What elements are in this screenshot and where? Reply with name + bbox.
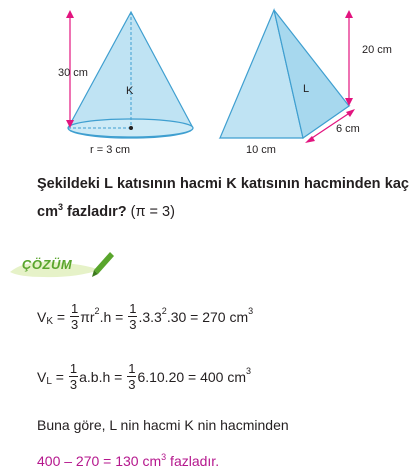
solution-title: ÇÖZÜM xyxy=(22,257,73,272)
conclusion-text: Buna göre, L nin hacmi K nin hacminden xyxy=(37,417,289,433)
fraction: $\frac{1}{3}$ xyxy=(128,361,136,392)
formula-vk: V K = $\frac{1}{3}$ πr 2 .h = $\frac{1}{3}$ .3.3 2 .30 = 270 cm 3 xyxy=(37,301,254,332)
pyramid-l-height-dimension xyxy=(345,10,353,106)
formula-vl: V L = $\frac{1}{3}$ a.b.h = $\frac{1}{3}$ 6.10.20 = 400 cm 3 xyxy=(37,361,252,392)
answer-text: 400 – 270 = 130 $cm^3$ fazladır. xyxy=(37,452,220,469)
fraction: $\frac{1}{3}$ xyxy=(69,361,78,392)
l-depth-label: 6 cm xyxy=(336,123,360,135)
pencil-icon xyxy=(88,250,116,280)
solution-badge xyxy=(4,252,116,282)
fraction: $\frac{1}{3}$ xyxy=(70,301,79,332)
l-name-label: L xyxy=(303,83,310,95)
k-height-label: 30 cm xyxy=(58,67,88,79)
k-radius-label: r = 3 cm xyxy=(90,144,131,156)
question-text: Şekildeki L katısının hacmi K katısının hacminden kaç $cm^3$ fazladır? (π = 3) xyxy=(37,176,409,220)
k-name-label: K xyxy=(126,85,134,97)
l-width-label: 10 cm xyxy=(246,144,276,156)
pi-note: (π = 3) xyxy=(130,203,175,220)
geometry-figure xyxy=(0,0,417,165)
l-height-label: 20 cm xyxy=(362,44,392,56)
fraction: $\frac{1}{3}$ xyxy=(129,301,137,332)
pyramid-l xyxy=(220,10,349,138)
